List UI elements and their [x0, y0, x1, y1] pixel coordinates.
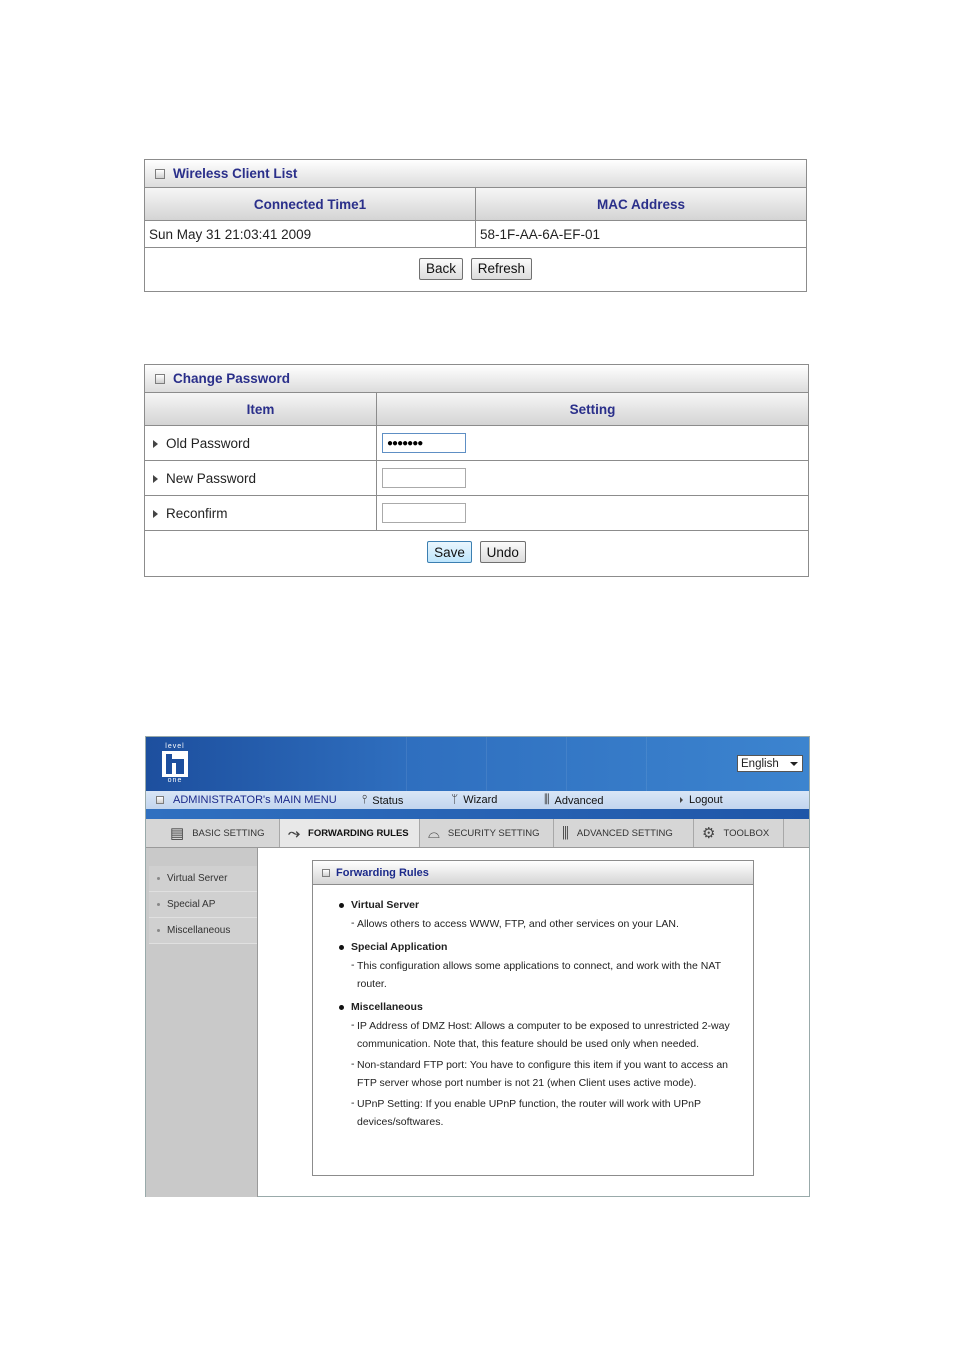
old-password-cell — [377, 426, 809, 461]
chevron-down-icon — [790, 762, 798, 766]
button-row — [145, 531, 808, 574]
menu-advanced[interactable] — [544, 792, 603, 807]
col-setting: Setting — [377, 393, 809, 426]
forwarding-rules-title: Forwarding Rules — [336, 866, 429, 879]
bullet-icon — [157, 929, 160, 932]
logo-bottom-text: one — [167, 777, 183, 784]
tab-label: ADVANCED SETTING — [576, 827, 673, 839]
section-description: - Non-standard FTP port: You have to configure this item if you want to access an FTP server whose port number is not 21 (when Client uses active mode). — [339, 1056, 739, 1092]
toolbox-icon: ⚙ — [702, 825, 716, 842]
router-header — [146, 737, 809, 791]
tab-label: FORWARDING RULES — [308, 827, 409, 839]
arrow-right-icon — [153, 475, 158, 483]
bullet-icon — [157, 877, 160, 880]
change-password-title: Change Password — [173, 371, 291, 386]
panel-title — [145, 160, 806, 188]
sidebar-item-label: Miscellaneous — [167, 925, 231, 936]
panel-square-icon — [155, 374, 165, 384]
section-heading: Miscellaneous — [339, 1001, 739, 1013]
sidebar-item-special-ap[interactable] — [149, 892, 257, 918]
language-select[interactable] — [737, 755, 803, 772]
panel-square-icon — [155, 169, 165, 179]
menu-logout[interactable] — [680, 794, 723, 806]
tab-label: TOOLBOX — [723, 827, 770, 839]
col-connected-time: Connected Time1 — [145, 188, 476, 221]
button-row — [145, 248, 806, 290]
security-setting-icon: ⌓ — [428, 824, 440, 842]
bullet-icon — [339, 945, 344, 950]
forwarding-rules-icon: ⤳ — [288, 824, 301, 842]
old-password-input[interactable] — [382, 433, 466, 453]
menu-logout-label: Logout — [689, 794, 723, 806]
tab-toolbox[interactable] — [694, 819, 784, 847]
logo-top-text: level — [165, 743, 185, 750]
sidebar-item-miscellaneous[interactable] — [149, 918, 257, 944]
section-heading: Virtual Server — [339, 899, 739, 911]
sidebar-item-label: Virtual Server — [167, 873, 228, 884]
change-password-panel — [144, 364, 809, 577]
bullet-icon — [339, 903, 344, 908]
forwarding-rules-body — [339, 891, 739, 1131]
router-main-menu — [146, 791, 809, 810]
arrow-right-icon — [153, 510, 158, 518]
wireless-client-table — [145, 188, 806, 290]
panel-title — [145, 365, 808, 393]
old-password-label-cell — [145, 426, 377, 461]
language-value: English — [741, 758, 779, 770]
advanced-setting-icon: ⫼ — [562, 824, 569, 842]
section-description: - This configuration allows some applications to connect, and work with the NAT router. — [339, 957, 739, 993]
menu-status[interactable] — [362, 792, 403, 807]
new-password-cell — [377, 461, 809, 496]
reconfirm-input[interactable] — [382, 503, 466, 523]
reconfirm-label-cell — [145, 496, 377, 531]
col-mac-address: MAC Address — [476, 188, 807, 221]
tab-forwarding-rules[interactable] — [280, 819, 420, 847]
panel-title — [313, 861, 753, 885]
bullet-icon — [339, 1005, 344, 1010]
menu-wizard-label: Wizard — [463, 794, 498, 806]
menu-wizard[interactable] — [451, 792, 497, 806]
wireless-client-list-title: Wireless Client List — [173, 166, 298, 181]
sidebar-item-label: Special AP — [167, 899, 216, 910]
mac-address-cell: 58-1F-AA-6A-EF-01 — [476, 221, 807, 248]
basic-setting-icon: ▤ — [170, 825, 185, 842]
refresh-button[interactable]: Refresh — [471, 258, 532, 280]
table-row — [145, 496, 808, 531]
change-password-table — [145, 393, 808, 574]
wireless-client-list-panel — [144, 159, 807, 292]
arrow-right-icon — [153, 440, 158, 448]
arrow-right-icon — [680, 797, 683, 803]
undo-button[interactable]: Undo — [480, 541, 526, 563]
reconfirm-label: Reconfirm — [166, 505, 228, 521]
tab-label: SECURITY SETTING — [447, 827, 540, 839]
new-password-label: New Password — [166, 470, 257, 486]
sidebar-item-virtual-server[interactable] — [149, 866, 257, 892]
router-admin-screenshot — [145, 736, 810, 1197]
section-heading: Special Application — [339, 941, 739, 953]
table-row — [145, 461, 808, 496]
new-password-input[interactable] — [382, 468, 466, 488]
bullet-icon — [157, 903, 160, 906]
tab-label: BASIC SETTING — [192, 827, 265, 839]
menu-status-label: Status — [372, 794, 404, 807]
save-button[interactable]: Save — [427, 541, 472, 563]
level-one-logo — [160, 743, 190, 785]
old-password-label: Old Password — [166, 435, 251, 451]
router-tabs — [146, 819, 809, 848]
blue-band — [146, 809, 809, 819]
section-description: - Allows others to access WWW, FTP, and other services on your LAN. — [339, 915, 739, 933]
router-sidebar — [146, 848, 258, 1197]
tab-advanced-setting[interactable] — [554, 819, 694, 847]
table-row — [145, 426, 808, 461]
advanced-icon: ⫼ — [544, 792, 550, 806]
tab-basic-setting[interactable] — [162, 819, 280, 847]
table-row — [145, 221, 806, 248]
section-description: - UPnP Setting: If you enable UPnP function, the router will work with UPnP devices/softwares. — [339, 1095, 739, 1131]
forwarding-rules-panel — [312, 860, 754, 1176]
section-description: - IP Address of DMZ Host: Allows a computer to be exposed to unrestricted 2-way communication. Note that, this feature should be used only when needed. — [339, 1017, 739, 1053]
new-password-label-cell — [145, 461, 377, 496]
panel-square-icon — [322, 869, 330, 877]
main-menu-label: ADMINISTRATOR's MAIN MENU — [173, 794, 337, 806]
reconfirm-cell — [377, 496, 809, 531]
menu-advanced-label: Advanced — [554, 794, 604, 807]
tab-security-setting[interactable] — [420, 819, 554, 847]
menu-square-icon — [156, 796, 164, 804]
wizard-icon: ᛘ — [451, 792, 459, 806]
back-button[interactable]: Back — [419, 258, 463, 280]
connected-time-cell: Sun May 31 21:03:41 2009 — [145, 221, 476, 248]
status-icon: ⫯ — [362, 792, 368, 806]
main-menu-title[interactable] — [156, 794, 337, 806]
col-item: Item — [145, 393, 377, 426]
